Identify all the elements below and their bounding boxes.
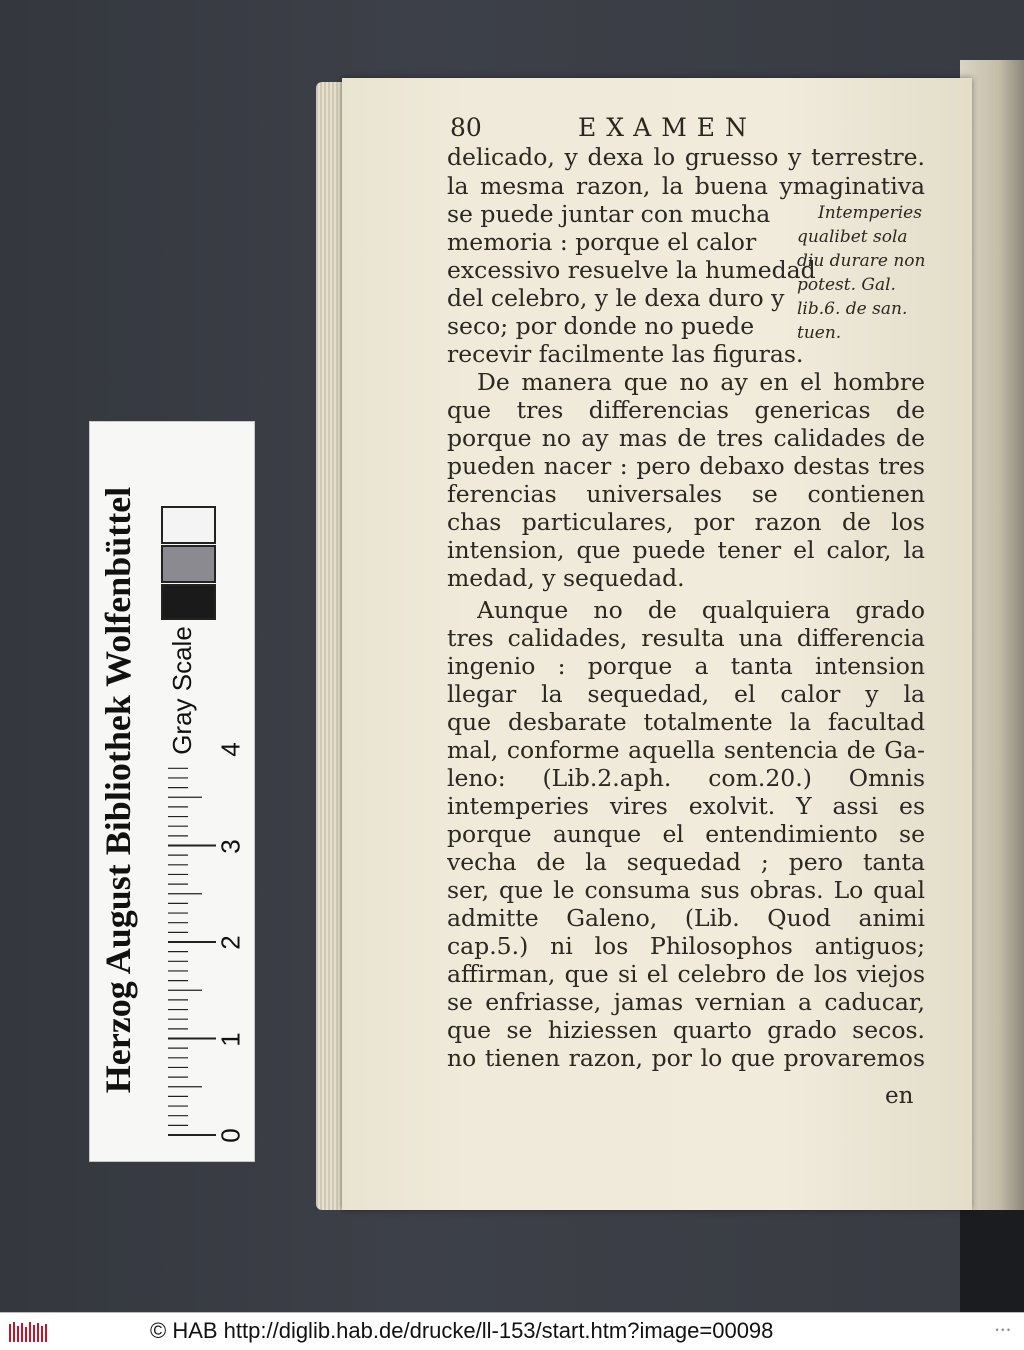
text-line: llegar la sequedad, el calor y la bbox=[447, 680, 925, 708]
text-line: leno: (Lib.2.aph. com.20.) Omnis bbox=[447, 764, 925, 792]
running-head bbox=[450, 113, 780, 147]
text-line: admitte Galeno, (Lib. Quod animi bbox=[447, 904, 925, 932]
text-line: que desbarate totalmente la facultad bbox=[447, 708, 925, 736]
swatch-gray bbox=[161, 545, 216, 583]
text-line: affirman, que si el celebro de los viejos bbox=[447, 960, 925, 988]
text-line: De manera que no ay en el hombre bbox=[477, 368, 925, 396]
text-line: ser, que le consuma sus obras. Lo qual bbox=[447, 876, 925, 904]
text-line: delicado, y dexa lo gruesso y terrestre. bbox=[447, 143, 925, 171]
text-line: ferencias universales se contienen bbox=[447, 480, 925, 508]
ruler-tick-label: 0 bbox=[215, 1128, 246, 1143]
margin-note-line: Intemperies bbox=[818, 203, 922, 223]
text-line: cap.5.) ni los Philosophos antiguos; bbox=[447, 932, 925, 960]
hab-logo-icon bbox=[8, 1320, 48, 1344]
catchword: en bbox=[885, 1083, 914, 1109]
gray-scale-label: Gray Scale bbox=[166, 625, 197, 755]
margin-note-line: qualibet sola bbox=[797, 227, 908, 247]
text-line: excessivo resuelve la humedad bbox=[447, 256, 816, 284]
ruler-tick-label: 4 bbox=[215, 742, 246, 757]
text-line: del celebro, y le dexa duro y bbox=[447, 284, 785, 312]
text-line: intemperies vires exolvit. Y assi es bbox=[447, 792, 925, 820]
text-line: vecha de la sequedad ; pero tanta bbox=[447, 848, 925, 876]
text-line: se enfriasse, jamas vernian a caducar, bbox=[447, 988, 925, 1016]
margin-note-line: potest. Gal. bbox=[797, 275, 896, 295]
text-line: tres calidades, resulta una differencia bbox=[447, 624, 925, 652]
text-line: no tienen razon, por lo que provaremos bbox=[447, 1044, 925, 1072]
text-line: memoria : porque el calor bbox=[447, 228, 757, 256]
text-line: porque no ay mas de tres calidades de bbox=[447, 424, 925, 452]
institution-label: Herzog August Bibliothek Wolfenbüttel bbox=[98, 486, 138, 1094]
margin-note-line: tuen. bbox=[797, 323, 842, 343]
ruler-ticks bbox=[160, 760, 220, 1150]
text-line: se puede juntar con mucha bbox=[447, 200, 771, 228]
text-line: chas particulares, por razon de los bbox=[447, 508, 925, 536]
swatch-black bbox=[161, 584, 216, 620]
swatch-white bbox=[161, 506, 216, 544]
text-line: Aunque no de qualquiera grado bbox=[477, 596, 925, 624]
text-line: la mesma razon, la buena ymaginativa bbox=[447, 172, 925, 200]
text-line: ingenio : porque a tanta intension bbox=[447, 652, 925, 680]
text-line: seco; por donde no puede bbox=[447, 312, 755, 340]
ruler-tick-label: 3 bbox=[215, 838, 246, 854]
text-line: que tres differencias genericas de bbox=[447, 396, 925, 424]
text-line: porque aunque el entendimiento se bbox=[447, 820, 925, 848]
text-line: que se hiziessen quarto grado secos. bbox=[447, 1016, 925, 1044]
running-title: EXAMEN bbox=[578, 113, 757, 142]
text-line: medad, y sequedad. bbox=[447, 564, 685, 592]
text-line: pueden nacer : pero debaxo destas tres bbox=[447, 452, 925, 480]
text-line: recevir facilmente las figuras. bbox=[447, 340, 804, 368]
footer-bar bbox=[0, 1312, 1024, 1350]
bookmark-ribbon bbox=[960, 1210, 1024, 1312]
text-line: mal, conforme aquella sentencia de Ga- bbox=[447, 736, 925, 764]
footer-dots: • • • bbox=[995, 1325, 1010, 1335]
adjacent-page-shadow bbox=[1002, 60, 1024, 1312]
page-number: 80 bbox=[450, 113, 482, 142]
copyright-url: © HAB http://diglib.hab.de/drucke/ll-153/start.htm?image=00098 bbox=[150, 1318, 774, 1343]
ruler-tick-label: 2 bbox=[215, 935, 246, 950]
margin-note-line: lib.6. de san. bbox=[797, 299, 908, 319]
margin-note-line: diu durare non bbox=[797, 251, 926, 271]
ruler-tick-label: 1 bbox=[215, 1031, 246, 1047]
text-line: intension, que puede tener el calor, la bbox=[447, 536, 925, 564]
